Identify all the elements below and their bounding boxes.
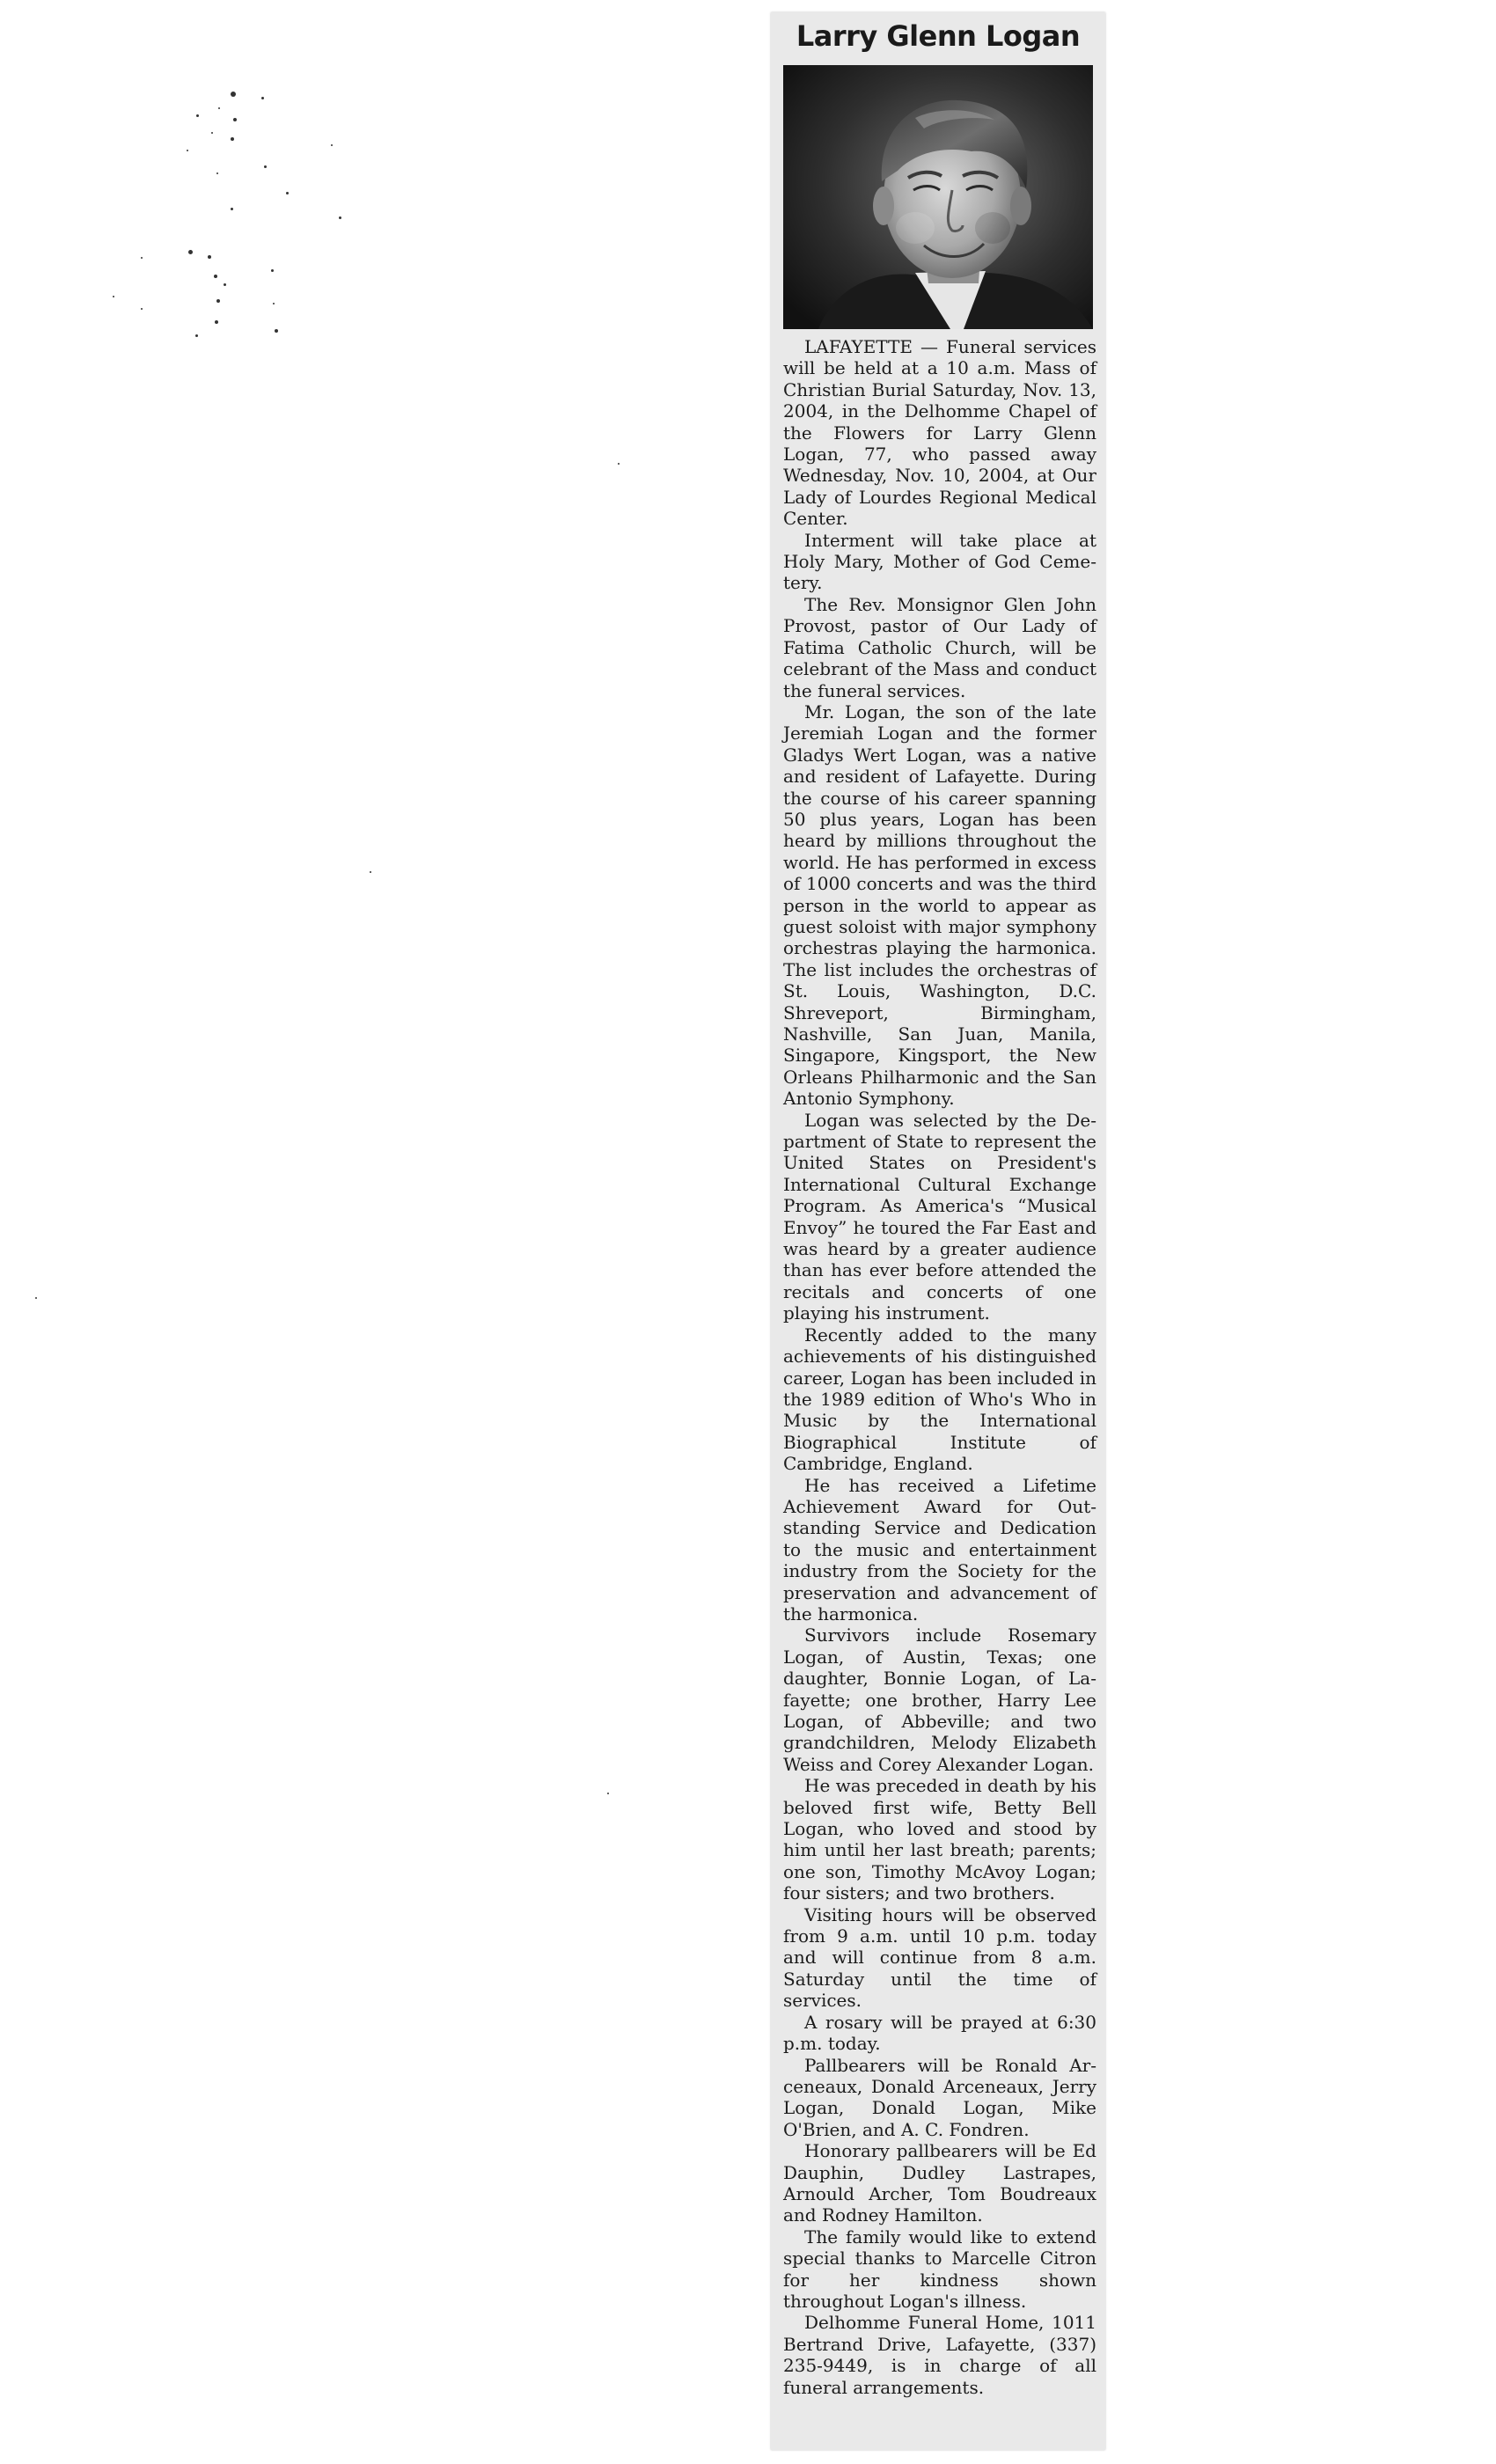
paragraph-funeral-services: LAFAYETTE — Funeral services will be held at a 10 a.m. Mass of Christian Burial Saturday, Nov. 13, 2004, in the Delhomme Chapel of the Flowers for Larry Glenn Logan, 77, who passed away Wednesday, Nov. 10, 2004, at Our Lady of Lourdes Regional Medical Center. [783,336,1096,530]
paragraph-biography: Mr. Logan, the son of the late Jeremiah Logan and the former Gladys Wert Logan, was a native and resident of Lafayette. During the course of his career spanning 50 plus years, Logan has been heard by millions throughout the world. He has performed in excess of 1000 concerts and was the third person in the world to appear as guest soloist with major symphony orchestras playing the harmonica. The list includes the orchestras of St. Louis, Washington, D.C. Shreveport, Birmingham, Nashville, San Juan, Manila, Singapore, Kingsport, the New Orleans Philharmonic and the San Antonio Symphony. [783,700,1096,1110]
paragraph-interment: Interment will take place at Holy Mary, Mother of God Cemetery. [783,529,1096,594]
paragraph-state-department: Logan was selected by the Department of State to represent the United States on President's International Cultural Exchange Program. As America's “Musical Envoy” he toured the Far East and was heard by a greater audience than has ever before attended the recitals and concerts of one playing his instrument. [783,1109,1096,1324]
paragraph-whos-who: Recently added to the many achievements of his distinguished career, Logan has been included in the 1989 edition of Who's Who in Music by the International Biographical Institute of Cambridge, England. [783,1324,1096,1475]
paragraph-lifetime-award: He has received a Lifetime Achievement Award for Outstanding Service and Dedication to the music and entertainment industry from the Society for the preservation and advancement of the harmonica. [783,1474,1096,1624]
portrait-photo [783,65,1093,329]
paragraph-rosary: A rosary will be prayed at 6:30 p.m. today. [783,2011,1096,2055]
paragraph-preceded-in-death: He was preceded in death by his beloved first wife, Betty Bell Logan, who loved and stood by him until her last breath; parents; one son, Timothy McAvoy Logan; four sisters; and two brothers. [783,1775,1096,1904]
paragraph-visiting-hours: Visiting hours will be observed from 9 a.m. until 10 p.m. today and will continue from 8 a.m. Saturday until the time of services. [783,1903,1096,2012]
paragraph-survivors: Survivors include Rosemary Logan, of Austin, Texas; one daughter, Bonnie Logan, of Lafayette; one brother, Harry Lee Logan, of Abbeville; and two grandchildren, Melody Elizabeth Weiss and Corey Alexander Logan. [783,1624,1096,1775]
paragraph-celebrant: The Rev. Monsignor Glen John Provost, pastor of Our Lady of Fatima Catholic Church, will be celebrant of the Mass and conduct the funeral services. [783,593,1096,701]
paragraph-pallbearers: Pallbearers will be Ronald Arceneaux, Donald Arceneaux, Jerry Logan, Donald Logan, Mike O'Brien, and A. C. Fondren. [783,2054,1096,2140]
paragraph-honorary-pallbearers: Honorary pallbearers will be Ed Dauphin, Dudley Lastrapes, Arnould Archer, Tom Boudreaux and Rodney Hamilton. [783,2140,1096,2226]
obituary-clipping [771,12,1105,2450]
obituary-body [771,329,1105,2398]
paragraph-funeral-home: Delhomme Funeral Home, 1011 Bertrand Drive, Lafayette, (337) 235-9449, is in charge of all funeral arrangements. [783,2312,1096,2398]
paragraph-thanks: The family would like to extend special thanks to Marcelle Citron for her kindness shown throughout Logan's illness. [783,2226,1096,2312]
obituary-title: Larry Glenn Logan [796,19,1081,53]
